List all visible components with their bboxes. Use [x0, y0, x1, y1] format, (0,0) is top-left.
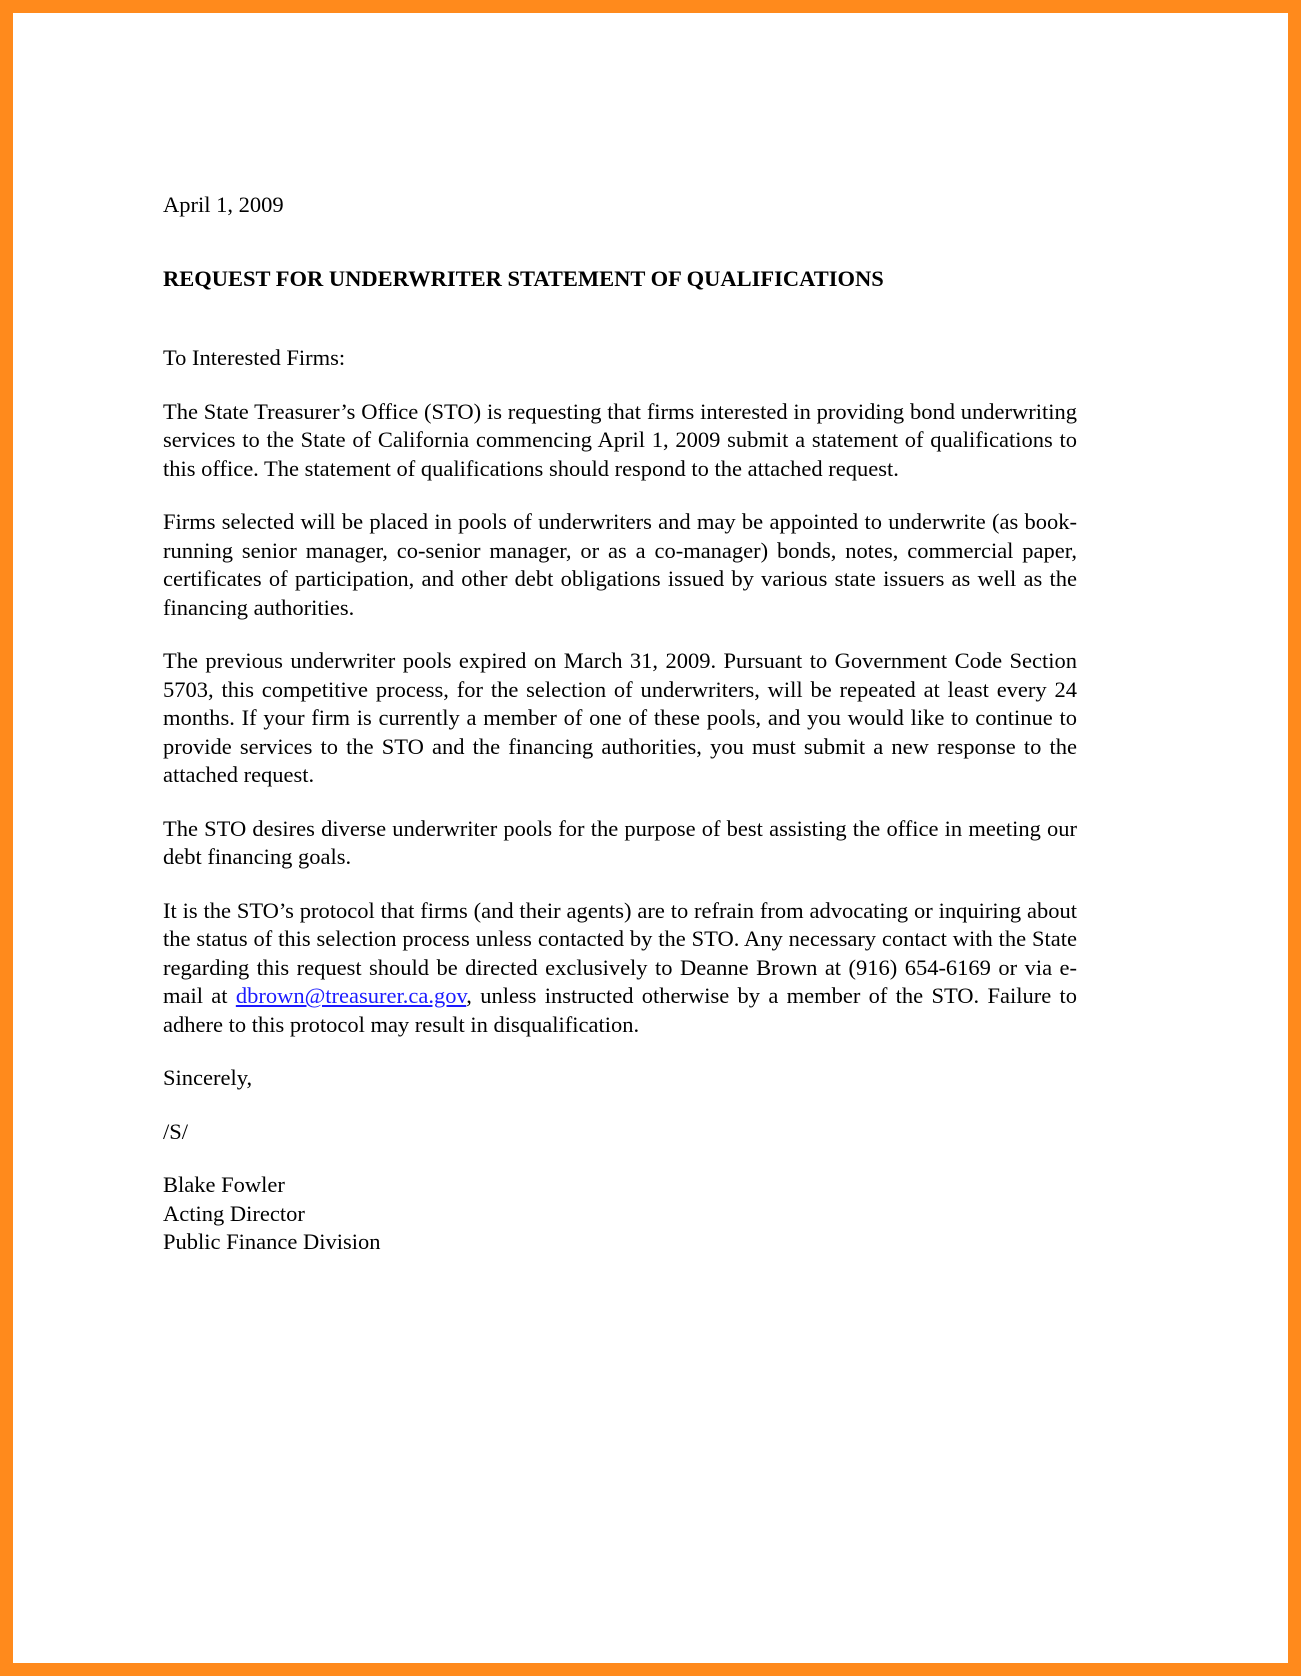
signer-division: Public Finance Division	[163, 1229, 381, 1254]
letter-subject: REQUEST FOR UNDERWRITER STATEMENT OF QUALIFICATIONS	[163, 265, 884, 291]
contact-email-link[interactable]: dbrown@treasurer.ca.gov	[235, 983, 467, 1008]
signer-name: Blake Fowler	[163, 1172, 285, 1197]
letter-closing: Sincerely,	[163, 1065, 253, 1090]
letter-salutation: To Interested Firms:	[163, 345, 346, 370]
signature-mark: /S/	[163, 1118, 189, 1144]
paragraph-previous-pools: The previous underwriter pools expired on March 31, 2009. Pursuant to Government Code Section 5703, this competitive process, for the selection of underwriters, will be repeated at least every 24 months. If your firm is currently a member of one of these pools, and you would like to continue to provide services to the STO and the financing authorities, you must submit a new response to the attached request.	[163, 648, 1077, 787]
paragraph-diversity: The STO desires diverse underwriter pools for the purpose of best assisting the office in meeting our debt financing goals.	[163, 815, 1077, 869]
signer-title: Acting Director	[163, 1200, 305, 1226]
protocol-text-before-link: It is the STO’s protocol that firms (and their agents) are to refrain from advocating or inquiring about the status of this selection process unless contacted by the STO. Any necessary contact with the State regarding this request should be directed exclusively to Deanne Brown at (916) 654-6169 or via e-mail at	[163, 897, 1077, 1008]
signature-block	[163, 1171, 1077, 1257]
paragraph-request: The State Treasurer’s Office (STO) is requesting that firms interested in providing bond underwriting services to the State of California commencing April 1, 2009 submit a statement of qualifications to this office. The statement of qualifications should respond to the attached request.	[163, 398, 1077, 481]
paragraph-pools: Firms selected will be placed in pools of underwriters and may be appointed to underwrite (as book-running senior manager, co-senior manager, or as a co-manager) bonds, notes, commercial paper, certificates of participation, and other debt obligations issued by various state issuers as well as the financing authorities.	[163, 509, 1077, 620]
letter-body	[163, 191, 1077, 1257]
letter-date: April 1, 2009	[163, 192, 284, 217]
protocol-text-after-link: , unless instructed otherwise by a member of the STO. Failure to adhere to this protocol may result in disqualification.	[163, 983, 1077, 1037]
letter-page	[13, 13, 1288, 1663]
paragraph-protocol	[163, 897, 1077, 1040]
